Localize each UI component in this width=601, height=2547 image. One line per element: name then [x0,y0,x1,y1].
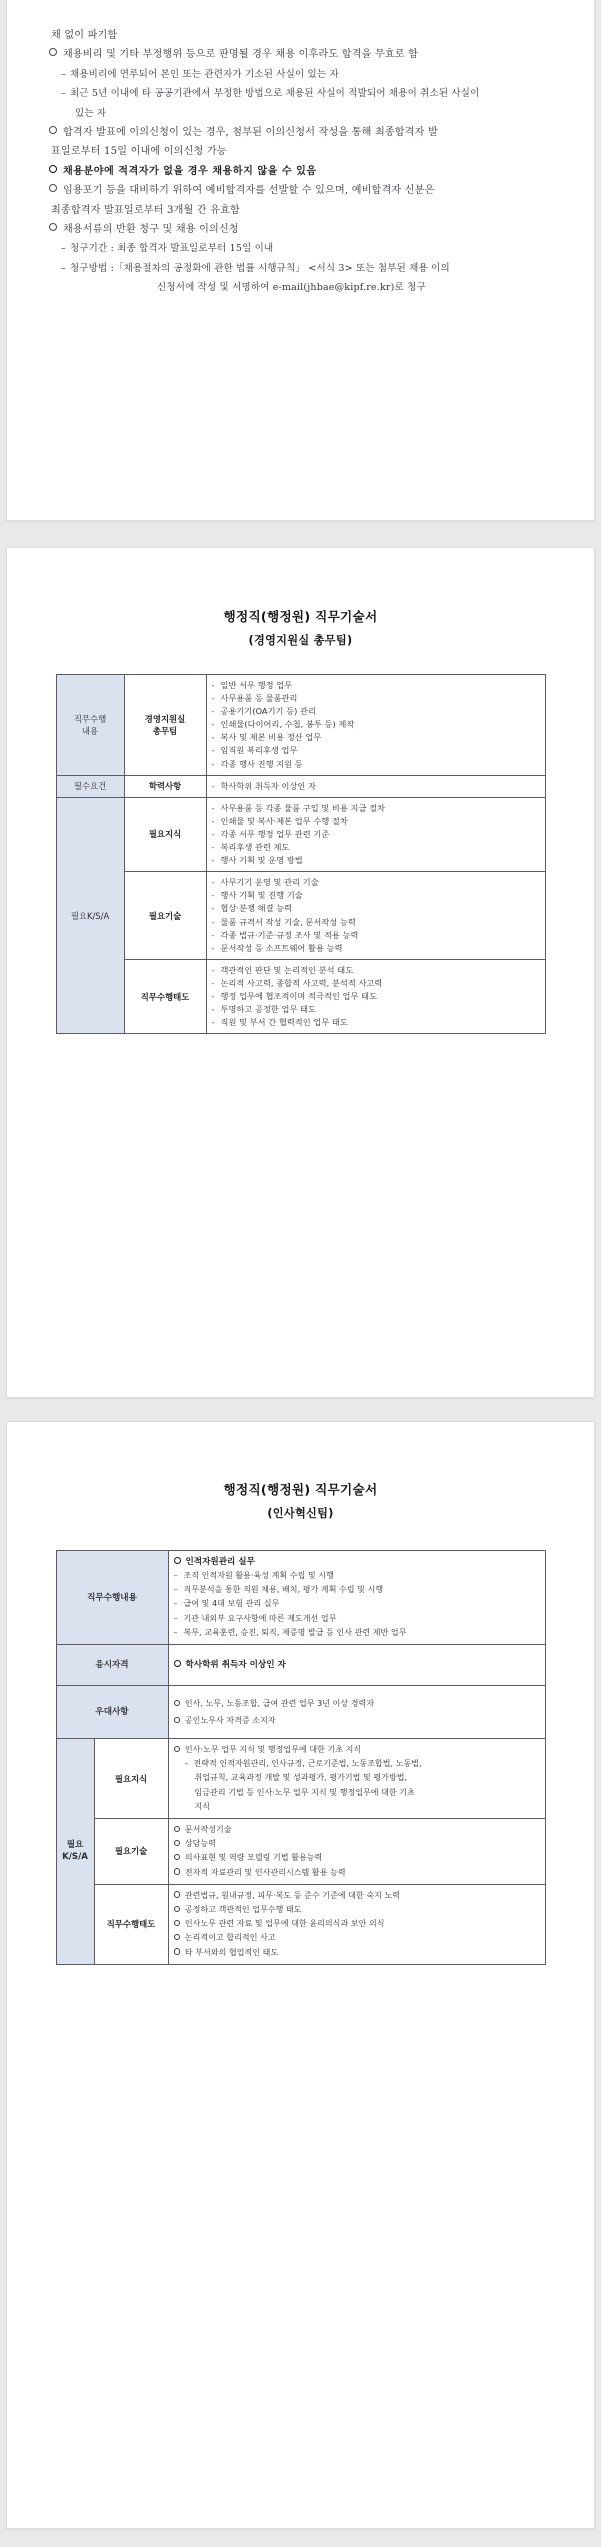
dash-bullet-icon: - [211,842,215,853]
subcategory-label: 필요기술 [114,1846,148,1857]
list-item: 전자적 자료관리 및 인사관리시스템 활용 능력 [174,1866,540,1880]
row-content-cell [206,959,545,1033]
row-label: 우대사항 [95,1707,129,1718]
dash-bullet-icon: - [211,1004,215,1015]
page3-subtitle: (인사혁신팀) [267,1507,334,1520]
list-item: - 물품 규격서 작성 기술, 문서작성 능력 [212,916,540,929]
dash-bullet-icon: - [211,745,215,756]
list-item: - 각종 행사 진행 지원 등 [212,758,540,771]
list-item: - 논리적 사고력, 종합적 사고력, 분석적 사고력 [212,977,540,990]
subcategory-label: 직무수행태도 [106,1919,156,1930]
dash-bullet-icon: – [61,262,66,274]
list-item: - 각종 서무 행정 업무 관련 기준 [212,828,540,841]
row-subcategory-cell [124,797,206,871]
subcategory-label-line1: 경영지원실 [144,713,186,724]
dash-bullet-icon: - [211,780,215,791]
doc-line: 채용비리 및 기타 부정행위 등으로 판명될 경우 채용 이후라도 합격을 무효로 함 [35,45,566,64]
doc-line: 최종합격자 발표일로부터 3개월 간 유효함 [51,204,240,216]
circle-bullet-icon [174,1920,180,1926]
dash-bullet-icon: - [211,732,215,743]
subcategory-label-line1: 필요기술 [148,910,182,921]
list-item: 논리적이고 합리적인 사고 [174,1931,540,1945]
table-row [56,775,545,797]
table-row [56,675,545,776]
subcategory-label-line1: 학력사항 [148,781,182,792]
dash-bullet-icon: - [211,916,215,927]
dash-bullet-icon: - [211,977,215,988]
list-item: - 사무용품 등 각종 물품 구입 및 비용 지급 절차 [212,802,540,815]
list-item: - 객관적인 판단 및 논리적인 분석 태도 [212,964,540,977]
circle-bullet-icon [49,223,57,231]
dash-bullet-icon: – [184,1759,189,1769]
category-label-line2: 내용 [81,725,99,736]
content-list [174,1695,540,1729]
dash-bullet-icon: – [173,1599,178,1609]
row-content-cell [206,797,545,871]
table-row [56,1686,545,1739]
circle-bullet-icon [49,48,57,56]
document-page-1 [7,0,594,520]
list-item: 인사, 노무, 노동조합, 급여 관련 업무 3년 이상 경력자 [174,1695,540,1712]
dash-bullet-icon: – [61,88,66,100]
content-list [174,1823,540,1880]
doc-line-emphasis: 채용분야에 적격자가 없을 경우 채용하지 않을 수 있음 [35,162,566,181]
doc-line: – 청구기간 : 최종 합격자 발표일로부터 15일 이내 [61,243,274,255]
list-item: 지식 [194,1801,211,1811]
list-item: - 투명하고 공정한 업무 태도 [212,1003,540,1016]
dash-bullet-icon: - [211,964,215,975]
list-item: - 복사 및 제본 비용 정산 업무 [212,731,540,744]
row-subcategory-cell [124,959,206,1033]
row-subcategory-cell [124,675,206,776]
list-item: – 조직 인적자원 활용·육성 계획 수립 및 시행 [174,1569,540,1583]
circle-bullet-icon [174,1660,181,1667]
row-label-cell [56,1551,168,1645]
list-item: – 복무, 교육훈련, 승진, 퇴직, 제증명 발급 등 인사 관련 제반 업무 [174,1626,540,1640]
dash-bullet-icon: - [211,942,215,953]
content-list [174,1743,540,1814]
list-item: 공인노무사 자격증 소지자 [174,1712,540,1729]
dash-bullet-icon: – [61,243,66,255]
list-item: – 직무분석을 통한 직원 채용, 배치, 평가 계획 수립 및 시행 [174,1583,540,1597]
list-item: 공정하고 객관적인 업무수행 태도 [174,1903,540,1917]
dash-bullet-icon: - [211,719,215,730]
dash-bullet-icon: – [173,1571,178,1580]
dash-bullet-icon: – [173,1613,178,1623]
list-item: - 행사 기획 및 운영 방법 [212,854,540,867]
dash-bullet-icon: - [211,828,215,839]
list-item: - 사무기기 운영 및 관리 기술 [212,876,540,889]
list-item: - 일반 서무 행정 업무 [212,679,540,692]
doc-line: 표일로부터 15일 이내에 이의신청 가능 [51,146,227,158]
content-list [212,679,540,771]
circle-bullet-icon [174,1934,180,1940]
dash-bullet-icon: – [173,1585,178,1595]
doc-line: – 청구방법 :「채용절차의 공정화에 관한 법률 시행규칙」 <서식 3> 또는 첨부된 채용 이의 [61,262,450,274]
row-content-cell [206,775,545,797]
row-category-cell-ksa [56,797,124,1034]
subcategory-label-line1: 직무수행태도 [140,991,190,1002]
list-item: – 전략적 인적자원관리, 인사규정, 근로기준법, 노동조합법, 노동법, [174,1757,540,1771]
subcategory-label: 필요지식 [114,1773,148,1784]
row-content-cell [168,1884,545,1964]
circle-bullet-icon [49,165,57,173]
subcategory-label-line1: 필요지식 [148,829,182,840]
list-item: - 문서작성 등 소프트웨어 활용 능력 [212,942,540,955]
content-list [212,876,540,955]
document-page-2 [7,548,594,1397]
content-list [174,1889,540,1960]
row-content-cell [168,1739,545,1819]
dash-bullet-icon: - [211,815,215,826]
category-label-line1: 직무수행 [73,713,107,724]
circle-bullet-icon [174,1840,180,1846]
list-item: 의사표현 및 역량 모델링 기법 활용능력 [174,1851,540,1865]
row-content-cell [168,1819,545,1885]
list-item: - 행정 업무에 협조적이며 적극적인 업무 태도 [212,990,540,1003]
dash-bullet-icon: - [211,929,215,940]
dash-bullet-icon: - [211,855,215,866]
circle-bullet-icon [174,1717,180,1723]
doc-line: – 최근 5년 이내에 타 공공기관에서 부정한 방법으로 채용된 사실이 적발되어 채용이 취소된 사실이 [61,88,480,100]
list-item: 상담능력 [174,1837,540,1851]
list-item: 인사노무 관련 자료 및 업무에 대한 윤리의식과 보안 의식 [174,1917,540,1931]
row-label: 응시자격 [95,1660,129,1671]
group-title: 학사학위 취득자 이상인 자 [174,1658,540,1670]
list-item: - 임직원 복리후생 업무 [212,744,540,757]
circle-bullet-icon [174,1746,180,1752]
group-title: 인적자원관리 실무 [174,1555,540,1567]
row-content-cell [168,1551,545,1645]
table-row [56,1551,545,1645]
circle-bullet-icon [49,126,57,134]
dash-bullet-icon: – [61,68,66,80]
dash-bullet-icon: - [211,877,215,888]
list-item: - 인쇄물 및 복사·제본 업무 수행 절차 [212,815,540,828]
row-category-cell [56,675,124,776]
doc-line: 채용서류의 반환 청구 및 채용 이의신청 [35,220,566,239]
circle-bullet-icon [174,1700,180,1706]
list-item: - 복리후생 관련 제도 [212,841,540,854]
list-item: - 직원 및 부서 간 협력적인 업무 태도 [212,1016,540,1029]
list-item: - 학사학위 취득자 이상인 자 [212,780,540,793]
list-item: - 사무용품 등 물품관리 [212,692,540,705]
list-item: - 인쇄물(다이어리, 수첩, 봉투 등) 제작 [212,718,540,731]
table-row [56,797,545,871]
subcategory-label-line2: 총무팀 [152,725,178,736]
list-item: 인사·노무 업무 지식 및 행정업무에 대한 기초 지식 [174,1743,540,1757]
doc-line: – 채용비리에 연루되어 본인 또는 관련자가 기소된 사실이 있는 자 [61,68,339,80]
circle-bullet-icon [49,184,57,192]
list-item: 취업규칙, 교육과정 개발 및 성과평가, 평가기법 및 평가방법, [194,1773,408,1783]
list-item: 관련법규, 원내규정, 피무·복도 등 준수 기준에 대한 숙지 노력 [174,1889,540,1903]
dash-bullet-icon: - [211,706,215,717]
row-label: 직무수행내용 [87,1592,137,1603]
row-content-cell [206,872,545,960]
table-row [56,959,545,1033]
page2-title: 행정직(행정원) 직무기술서 [223,609,378,624]
circle-bullet-icon [174,1557,181,1564]
circle-bullet-icon [174,1854,180,1860]
row-subcategory-cell [124,775,206,797]
row-subcategory-cell [94,1884,168,1964]
row-subcategory-cell [94,1819,168,1885]
dash-bullet-icon: - [211,802,215,813]
content-list [212,780,540,793]
list-item: - 공용기기(OA기기 등) 관리 [212,705,540,718]
doc-line: 신청서에 작성 및 서명하여 e-mail(jhbae@kipf.re.kr)로 청구 [157,282,426,294]
job-description-table-hr-innovation [56,1550,546,1965]
doc-line: 임용포기 등을 대비하기 위하여 예비합격자를 선발할 수 있으며, 예비합격자 신분은 [35,181,566,200]
dash-bullet-icon: - [211,758,215,769]
dash-bullet-icon: - [211,903,215,914]
ksa-label-line1: 필요 [66,1840,84,1851]
dash-bullet-icon: - [211,1017,215,1028]
ksa-label-line2: K/S/A [62,1852,88,1863]
table-row [56,1645,545,1686]
dash-bullet-icon: - [211,680,215,690]
table-row [56,1819,545,1885]
dash-bullet-icon: - [211,890,215,901]
table-row [56,1739,545,1819]
table-row [56,872,545,960]
row-label-cell [56,1645,168,1686]
table-row [56,1884,545,1964]
category-label-line1: 필수요건 [73,781,107,792]
row-content-cell [168,1686,545,1739]
circle-bullet-icon [174,1906,180,1912]
row-subcategory-cell [124,872,206,960]
row-subcategory-cell [94,1739,168,1819]
circle-bullet-icon [174,1868,180,1874]
circle-bullet-icon [174,1948,180,1954]
dash-bullet-icon: - [211,990,215,1001]
row-content-cell [206,675,545,776]
list-item: 타 부서와의 협업적인 태도 [174,1946,540,1960]
list-item: – 기관 내외부 요구사항에 따른 제도개선 업무 [174,1612,540,1626]
doc-line: 합격자 발표에 이의신청이 있는 경우, 첨부된 이의신청서 작성을 통해 최종합격자 발 [35,123,566,142]
row-label-cell [56,1686,168,1739]
row-label-cell-ksa [56,1739,94,1965]
dash-bullet-icon: – [173,1627,178,1637]
doc-line: 있는 자 [75,107,107,119]
page2-subtitle: (경영지원실 총무팀) [248,634,353,647]
list-item: - 협상·분쟁 해결 능력 [212,902,540,915]
content-list [212,802,540,867]
doc-line: 채 없이 파기함 [51,30,118,41]
row-content-cell [168,1645,545,1686]
page1-text-block [35,26,566,298]
content-list [212,964,540,1029]
list-item: - 행사 기획 및 진행 기술 [212,889,540,902]
list-item: 문서작성기술 [174,1823,540,1837]
document-page-3 [7,1422,594,2528]
list-item: – 급여 및 4대 보험 관리 실무 [174,1597,540,1611]
list-item: - 각종 법규·기준·규정 조사 및 적용 능력 [212,929,540,942]
circle-bullet-icon [174,1826,180,1832]
dash-bullet-icon: - [211,693,215,704]
row-category-cell [56,775,124,797]
content-list [174,1569,540,1640]
category-label-ksa: 필요K/S/A [70,910,110,921]
job-description-table-general-affairs [56,674,546,1034]
page3-title: 행정직(행정원) 직무기술서 [223,1482,378,1497]
list-item: 임금관리 기법 등 인사·노무 업무 지식 및 행정업무에 대한 기초 [194,1787,415,1797]
circle-bullet-icon [174,1891,180,1897]
